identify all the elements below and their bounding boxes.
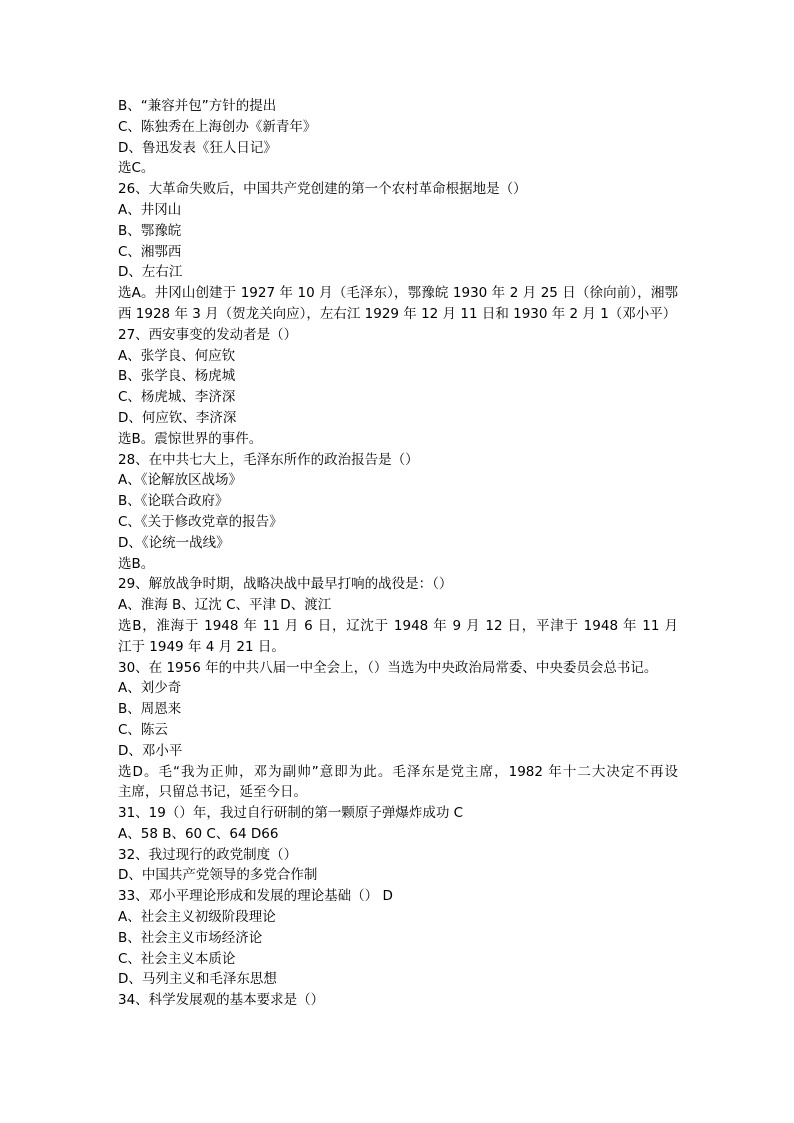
text-line: A、张学良、何应钦: [118, 347, 236, 364]
paragraph: [118, 470, 678, 491]
text-line: A、井冈山: [118, 201, 182, 218]
paragraph: [118, 949, 678, 970]
text-line: A、刘少奇: [118, 680, 182, 697]
paragraph: [118, 595, 678, 616]
paragraph: [118, 346, 678, 367]
text-line: C、湘鄂西: [118, 243, 182, 260]
text-line: A、淮海 B、辽沈 C、平津 D、渡江: [118, 597, 332, 614]
paragraph: [118, 283, 678, 325]
text-line: 选A。井冈山创建于 1927 年 10 月（毛泽东），鄂豫皖 1930 年 2 月 25 日（徐向前），湘鄂: [118, 285, 678, 302]
paragraph: [118, 450, 678, 471]
paragraph: [118, 886, 678, 907]
paragraph: [118, 138, 678, 159]
paragraph: [118, 325, 678, 346]
text-line: D、中国共产党领导的多党合作制: [118, 867, 318, 884]
text-line: C、社会主义本质论: [118, 950, 236, 967]
paragraph: [118, 699, 678, 720]
paragraph: [118, 616, 678, 658]
text-line: 27、西安事变的发动者是（）: [118, 326, 298, 343]
text-line: C、杨虎城、李济深: [118, 389, 236, 406]
paragraph: [118, 658, 678, 679]
text-line: B、“兼容并包”方针的提出: [118, 98, 277, 114]
text-line: D、邓小平: [118, 742, 183, 759]
paragraph: [118, 574, 678, 595]
text-line: 33、邓小平理论形成和发展的理论基础（） D: [118, 888, 393, 905]
paragraph: [118, 387, 678, 408]
paragraph: [118, 491, 678, 512]
paragraph: [118, 262, 678, 283]
text-line: D、《论统一战线》: [118, 534, 230, 551]
paragraph: [118, 741, 678, 762]
paragraph: [118, 221, 678, 242]
text-line: A、社会主义初级阶段理论: [118, 909, 276, 926]
text-line: C、陈独秀在上海创办《新青年》: [118, 118, 317, 135]
text-line: 西 1928 年 3 月（贺龙关向应），左右江 1929 年 12 月 11 日和 1930 年 2 月 1（邓小平）: [118, 305, 677, 322]
paragraph: [118, 117, 678, 138]
text-line: 29、解放战争时期，战略决战中最早打响的战役是：（）: [118, 576, 453, 593]
text-line: B、社会主义市场经济论: [118, 929, 263, 946]
text-line: B、《论联合政府》: [118, 493, 229, 510]
paragraph: [118, 242, 678, 263]
paragraph: [118, 969, 678, 990]
paragraph: [118, 429, 678, 450]
text-line: B、周恩来: [118, 701, 182, 718]
text-line: D、马列主义和毛泽东思想: [118, 971, 277, 988]
text-line: 选D。毛“我为正帅，邓为副帅”意即为此。毛泽东是党主席，1982 年十二大决定不再设: [118, 763, 678, 780]
paragraph: [118, 928, 678, 949]
text-line: 选B。震惊世界的事件。: [118, 430, 263, 447]
text-line: 31、19（）年，我过自行研制的第一颗原子弹爆炸成功 C: [118, 805, 464, 822]
text-line: D、鲁迅发表《狂人日记》: [118, 139, 277, 156]
text-line: 30、在 1956 年的中共八届一中全会上，（）当选为中央政治局常委、中央委员会总书记。: [118, 659, 658, 676]
text-line: 26、大革命失败后，中国共产党创建的第一个农村革命根据地是（）: [118, 181, 527, 198]
paragraph: [118, 824, 678, 845]
paragraph: [118, 678, 678, 699]
text-line: C、《关于修改党章的报告》: [118, 513, 283, 530]
paragraph: [118, 907, 678, 928]
text-line: 28、在中共七大上，毛泽东所作的政治报告是（）: [118, 451, 419, 468]
paragraph: [118, 179, 678, 200]
paragraph: [118, 554, 678, 575]
text-line: 选C。: [118, 160, 155, 177]
text-line: 32、我过现行的政党制度（）: [118, 846, 298, 863]
text-line: 江于 1949 年 4 月 21 日。: [118, 638, 285, 655]
text-line: B、张学良、杨虎城: [118, 368, 236, 385]
paragraph: [118, 366, 678, 387]
text-line: 34、科学发展观的基本要求是（）: [118, 992, 325, 1009]
paragraph: [118, 408, 678, 429]
text-line: 选B。: [118, 555, 155, 572]
text-line: 主席，只留总书记，延至今日。: [118, 784, 307, 801]
text-line: C、陈云: [118, 721, 168, 738]
paragraph: [118, 96, 678, 117]
paragraph: [118, 990, 678, 1011]
document-page: [118, 96, 678, 1011]
paragraph: [118, 720, 678, 741]
paragraph: [118, 762, 678, 804]
text-line: D、左右江: [118, 264, 183, 281]
paragraph: [118, 512, 678, 533]
text-line: B、鄂豫皖: [118, 222, 182, 239]
paragraph: [118, 200, 678, 221]
text-line: A、58 B、60 C、64 D66: [118, 825, 279, 842]
text-line: D、何应钦、李济深: [118, 409, 237, 426]
text-line: A、《论解放区战场》: [118, 472, 242, 489]
text-line: 选B，淮海于 1948 年 11 月 6 日，辽沈于 1948 年 9 月 12 日，平津于 1948 年 11 月: [118, 617, 678, 634]
paragraph: [118, 533, 678, 554]
paragraph: [118, 865, 678, 886]
paragraph: [118, 158, 678, 179]
paragraph: [118, 803, 678, 824]
paragraph: [118, 845, 678, 866]
